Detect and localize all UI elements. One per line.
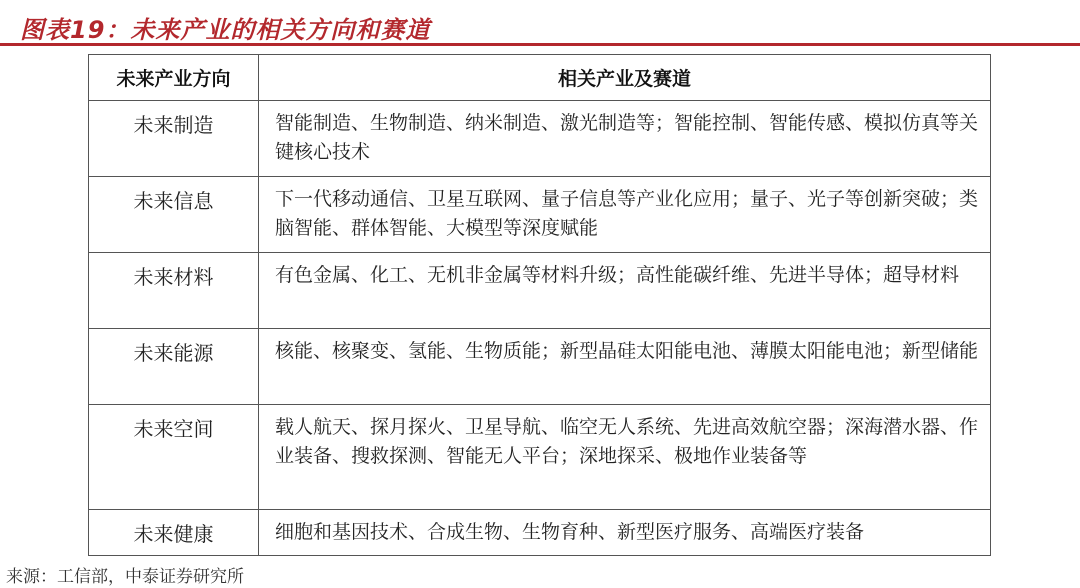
- direction-cell: 未来能源: [89, 329, 259, 405]
- column-header-direction: 未来产业方向: [89, 55, 259, 101]
- table-row: [89, 101, 991, 177]
- table-header-row: [89, 55, 991, 101]
- direction-cell: 未来材料: [89, 253, 259, 329]
- table-row: [89, 510, 991, 556]
- tracks-cell: 核能、核聚变、氢能、生物质能；新型晶硅太阳能电池、薄膜太阳能电池；新型储能: [259, 329, 991, 405]
- direction-cell: 未来空间: [89, 405, 259, 510]
- table-row: [89, 177, 991, 253]
- table-row: [89, 405, 991, 510]
- industry-table: [88, 54, 991, 556]
- tracks-cell: 下一代移动通信、卫星互联网、量子信息等产业化应用；量子、光子等创新突破；类脑智能、群体智能、大模型等深度赋能: [259, 177, 991, 253]
- direction-cell: 未来信息: [89, 177, 259, 253]
- direction-cell: 未来制造: [89, 101, 259, 177]
- table-row: [89, 329, 991, 405]
- tracks-cell: 有色金属、化工、无机非金属等材料升级；高性能碳纤维、先进半导体；超导材料: [259, 253, 991, 329]
- title-bar: [0, 0, 1080, 46]
- tracks-cell: 智能制造、生物制造、纳米制造、激光制造等；智能控制、智能传感、模拟仿真等关键核心技术: [259, 101, 991, 177]
- tracks-cell: 载人航天、探月探火、卫星导航、临空无人系统、先进高效航空器；深海潜水器、作业装备、搜救探测、智能无人平台；深地探采、极地作业装备等: [259, 405, 991, 510]
- direction-cell: 未来健康: [89, 510, 259, 556]
- source-note: 来源：工信部，中泰证券研究所: [6, 567, 244, 587]
- column-header-tracks: 相关产业及赛道: [259, 55, 991, 101]
- tracks-cell: 细胞和基因技术、合成生物、生物育种、新型医疗服务、高端医疗装备: [259, 510, 991, 556]
- figure-title: 图表19：未来产业的相关方向和赛道: [20, 16, 431, 44]
- table-row: [89, 253, 991, 329]
